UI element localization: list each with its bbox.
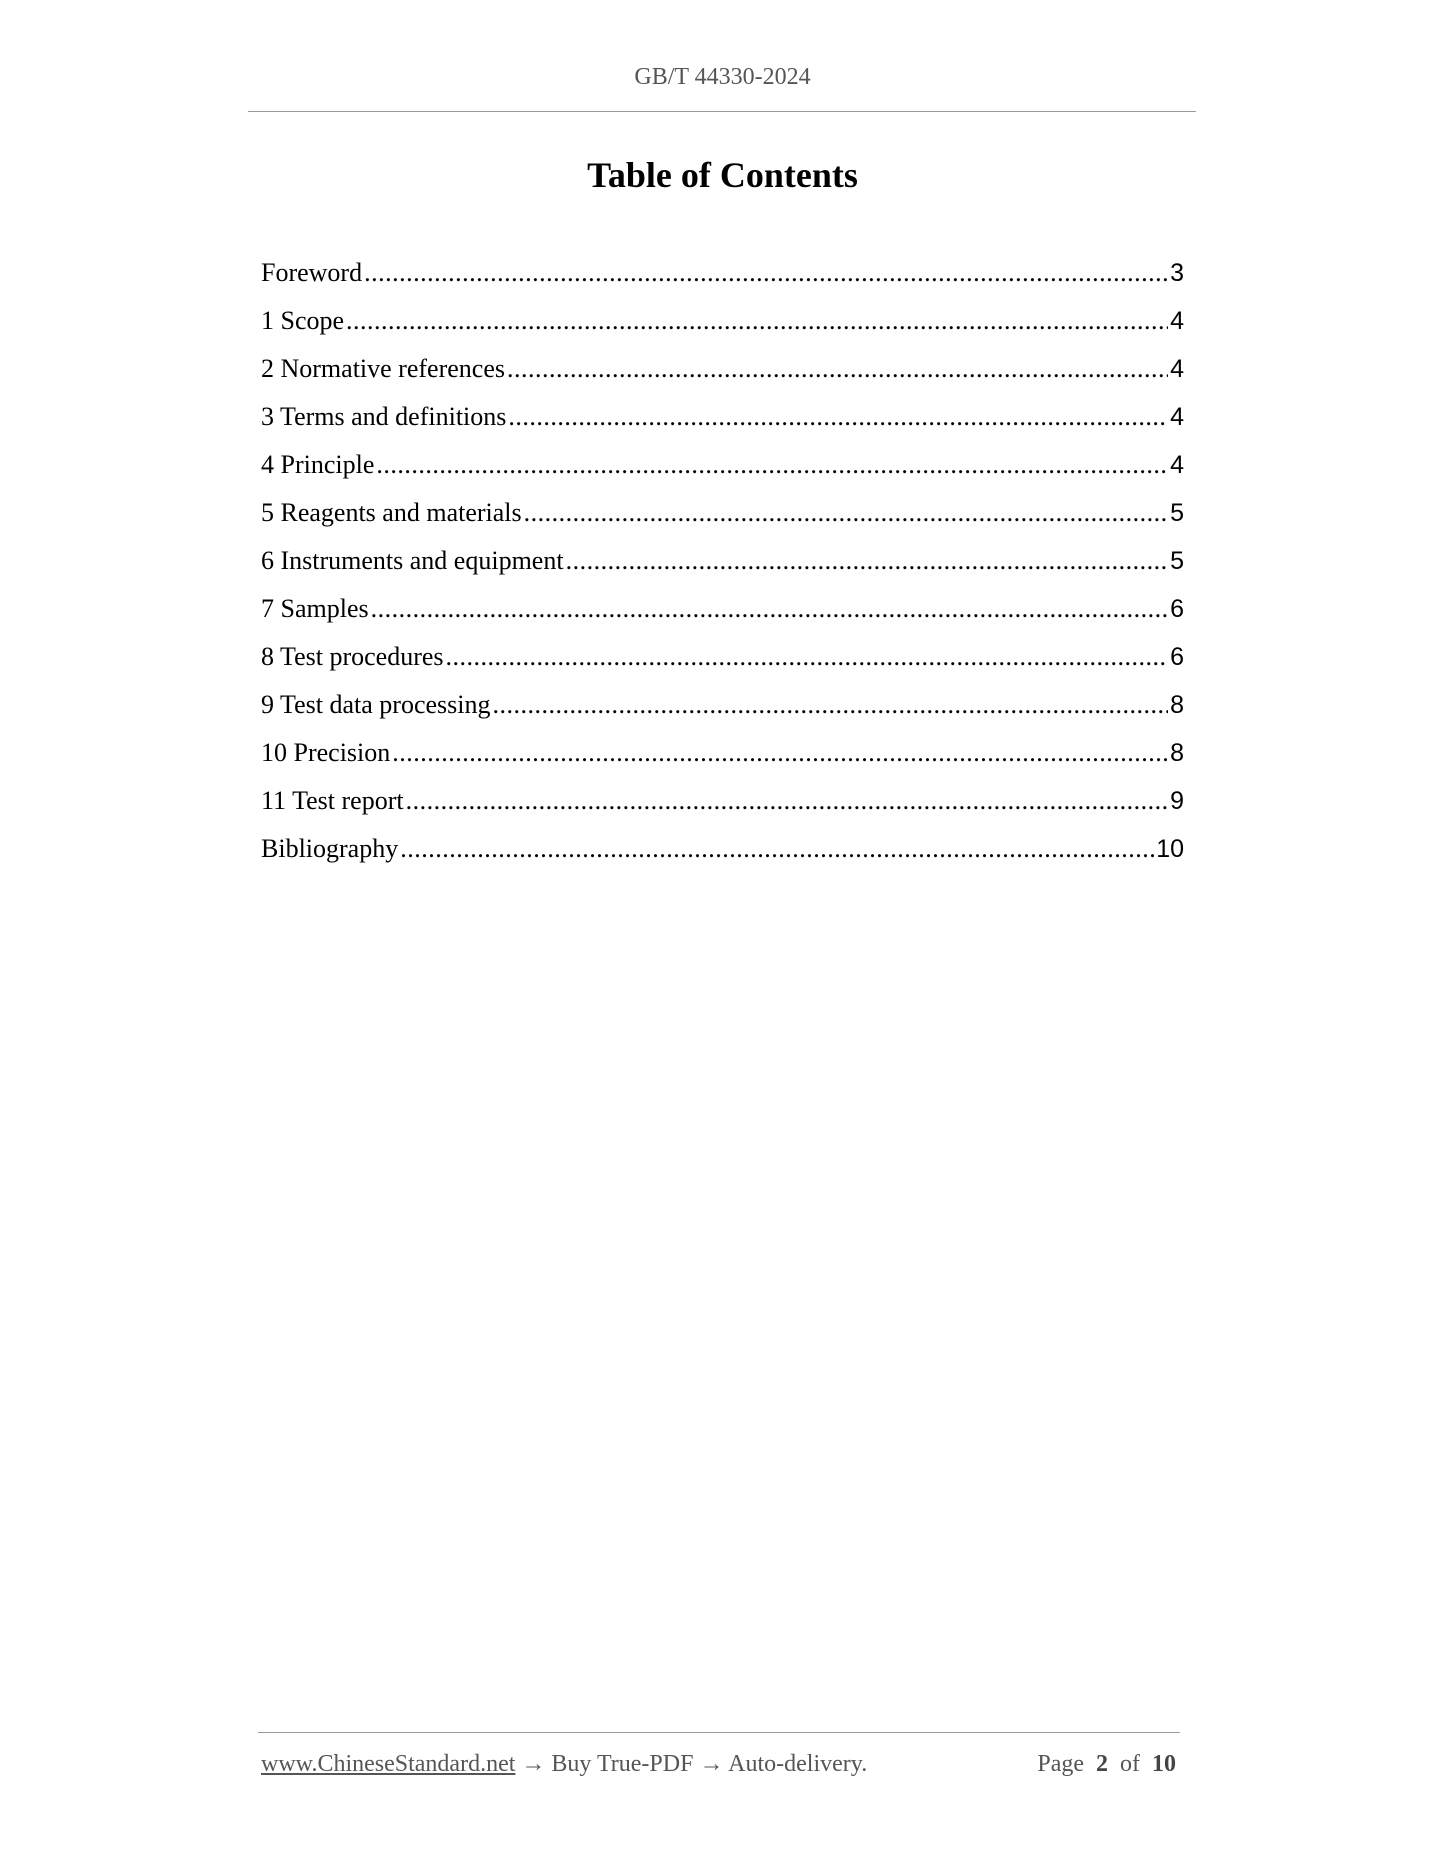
toc-entry-principle[interactable] <box>261 450 1184 498</box>
toc-entry-label: 7 Samples <box>261 594 369 623</box>
toc-entry-page: 4 <box>1170 451 1184 479</box>
running-header: GB/T 44330-2024 <box>634 64 811 90</box>
toc-entry-page: 6 <box>1170 643 1184 671</box>
dot-leader <box>507 354 1168 384</box>
toc-entry-page: 9 <box>1170 787 1184 815</box>
dot-leader <box>566 546 1169 576</box>
dot-leader <box>446 642 1169 672</box>
toc-entry-scope[interactable] <box>261 306 1184 354</box>
total-pages-number: 10 <box>1152 1751 1176 1777</box>
dot-leader <box>364 258 1168 288</box>
toc-entry-label: 10 Precision <box>261 738 391 767</box>
toc-entry-page: 10 <box>1156 835 1184 863</box>
toc-entry-page: 4 <box>1170 403 1184 431</box>
site-link[interactable]: www.ChineseStandard.net <box>261 1751 516 1777</box>
toc-entry-reagents-materials[interactable] <box>261 498 1184 546</box>
toc-entry-label: Bibliography <box>261 834 399 863</box>
toc-entry-label: Foreword <box>261 258 363 287</box>
toc-entry-page: 3 <box>1170 259 1184 287</box>
dot-leader <box>346 306 1168 336</box>
page-footer <box>261 1751 1176 1778</box>
toc-entry-page: 4 <box>1170 307 1184 335</box>
delivery-text: Auto-delivery. <box>728 1751 868 1777</box>
dot-leader <box>492 690 1168 720</box>
toc-entry-page: 5 <box>1170 547 1184 575</box>
toc-entry-label: 2 Normative references <box>261 354 505 383</box>
toc-entry-test-report[interactable] <box>261 786 1184 834</box>
toc-entry-bibliography[interactable] <box>261 834 1184 882</box>
page-word: Page <box>1037 1751 1084 1777</box>
toc-entry-page: 8 <box>1170 739 1184 767</box>
of-word: of <box>1120 1751 1140 1777</box>
dot-leader <box>392 738 1168 768</box>
header-divider <box>248 111 1196 112</box>
arrow-right-icon: → <box>521 1751 546 1777</box>
toc-entry-label: 3 Terms and definitions <box>261 402 507 431</box>
toc-entry-instruments-equipment[interactable] <box>261 546 1184 594</box>
toc-entry-test-procedures[interactable] <box>261 642 1184 690</box>
toc-entry-page: 6 <box>1170 595 1184 623</box>
page-indicator <box>1037 1751 1176 1778</box>
dot-leader <box>524 498 1168 528</box>
toc-entry-page: 8 <box>1170 691 1184 719</box>
toc-entry-page: 5 <box>1170 499 1184 527</box>
toc-entry-test-data-processing[interactable] <box>261 690 1184 738</box>
dot-leader <box>508 402 1168 432</box>
toc-entry-precision[interactable] <box>261 738 1184 786</box>
current-page-number: 2 <box>1096 1751 1108 1777</box>
toc-entry-label: 4 Principle <box>261 450 375 479</box>
buy-text: Buy True-PDF <box>551 1751 694 1777</box>
toc-entry-samples[interactable] <box>261 594 1184 642</box>
toc-entry-label: 6 Instruments and equipment <box>261 546 564 575</box>
footer-promo <box>261 1751 867 1778</box>
dot-leader <box>406 786 1169 816</box>
toc-list <box>261 258 1184 882</box>
toc-entry-label: 9 Test data processing <box>261 690 491 719</box>
dot-leader <box>400 834 1154 864</box>
toc-entry-label: 11 Test report <box>261 786 404 815</box>
toc-entry-normative-references[interactable] <box>261 354 1184 402</box>
dot-leader <box>376 450 1168 480</box>
toc-entry-terms-definitions[interactable] <box>261 402 1184 450</box>
toc-entry-label: 1 Scope <box>261 306 345 335</box>
toc-entry-label: 5 Reagents and materials <box>261 498 522 527</box>
footer-divider <box>258 1732 1180 1733</box>
toc-entry-page: 4 <box>1170 355 1184 383</box>
dot-leader <box>371 594 1168 624</box>
toc-entry-foreword[interactable] <box>261 258 1184 306</box>
arrow-right-icon: → <box>699 1751 724 1777</box>
page-title: Table of Contents <box>587 155 858 195</box>
toc-entry-label: 8 Test procedures <box>261 642 444 671</box>
